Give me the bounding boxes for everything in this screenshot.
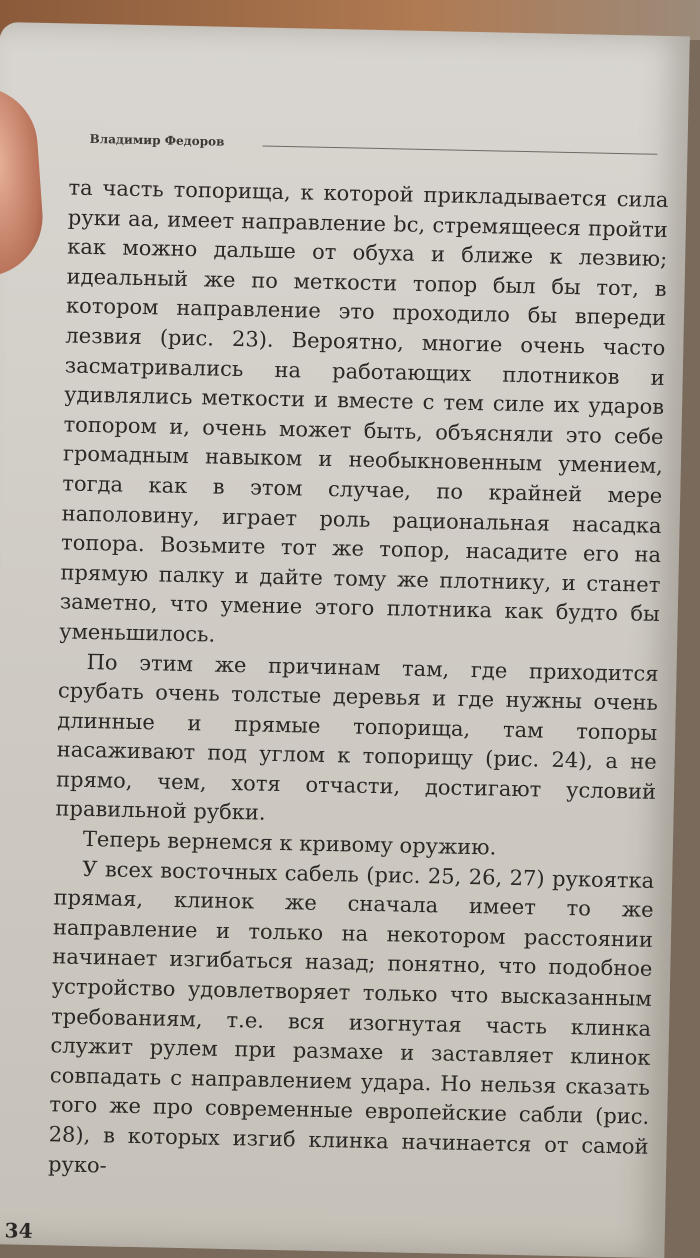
running-head: Владимир Федоров [89,131,225,149]
page-number: 34 [4,1218,33,1243]
paragraph-4: У всех восточных сабель (рис. 25, 26, 27) рукоятка прямая, клинок же сначала имеет то же направление и только на некотором расстоянии начинает изгибаться назад; понятно, что подобное устройство удовлетворяет только что высказанным требованиям, т.е. вся изогнутая часть клинка служит рулем при размахе и заставляет клинок совпадать с направлением удара. Но нельзя сказать того же про современные европейские сабли (рис. 28), в которых изгиб клинка начинается от самой руко- [47,856,655,1178]
header-rule [262,146,657,155]
paragraph-1: та часть топорища, к которой прикладывается сила руки aa, имеет направление bc, стремящееся пройти как можно дальше от обуха и ближе к лезвию; идеальный же по меткости топор был бы тот, в котором направление это проходило бы впереди лезвия (рис. 23). Вероятно, многие очень часто засматривались на работающих плотников и удивлялись меткости и вместе с тем силе их ударов топором и, очень может быть, объясняли это себе громадным навыком и необыкновенным умением, тогда как в этом случае, по крайней мере наполовину, играет роль рациональная насадка топора. Возьмите тот же топор, насадите его на прямую палку и дайте тому же плотнику, и станет заметно, что умение этого плотника как будто бы уменьшилось. [59,175,669,647]
paragraph-3: Теперь вернемся к кривому оружию. [82,826,497,860]
paragraph-2: По этим же причинам там, где приходится срубать очень толстые деревья и где нужны очень длинные и прямые топорища, там топоры насаживают под углом к топорищу (рис. 24), а не прямо, чем, хотя отчасти, достигают условий правильной рубки. [55,649,659,826]
body-text [48,173,669,1192]
book-page [0,22,690,1258]
